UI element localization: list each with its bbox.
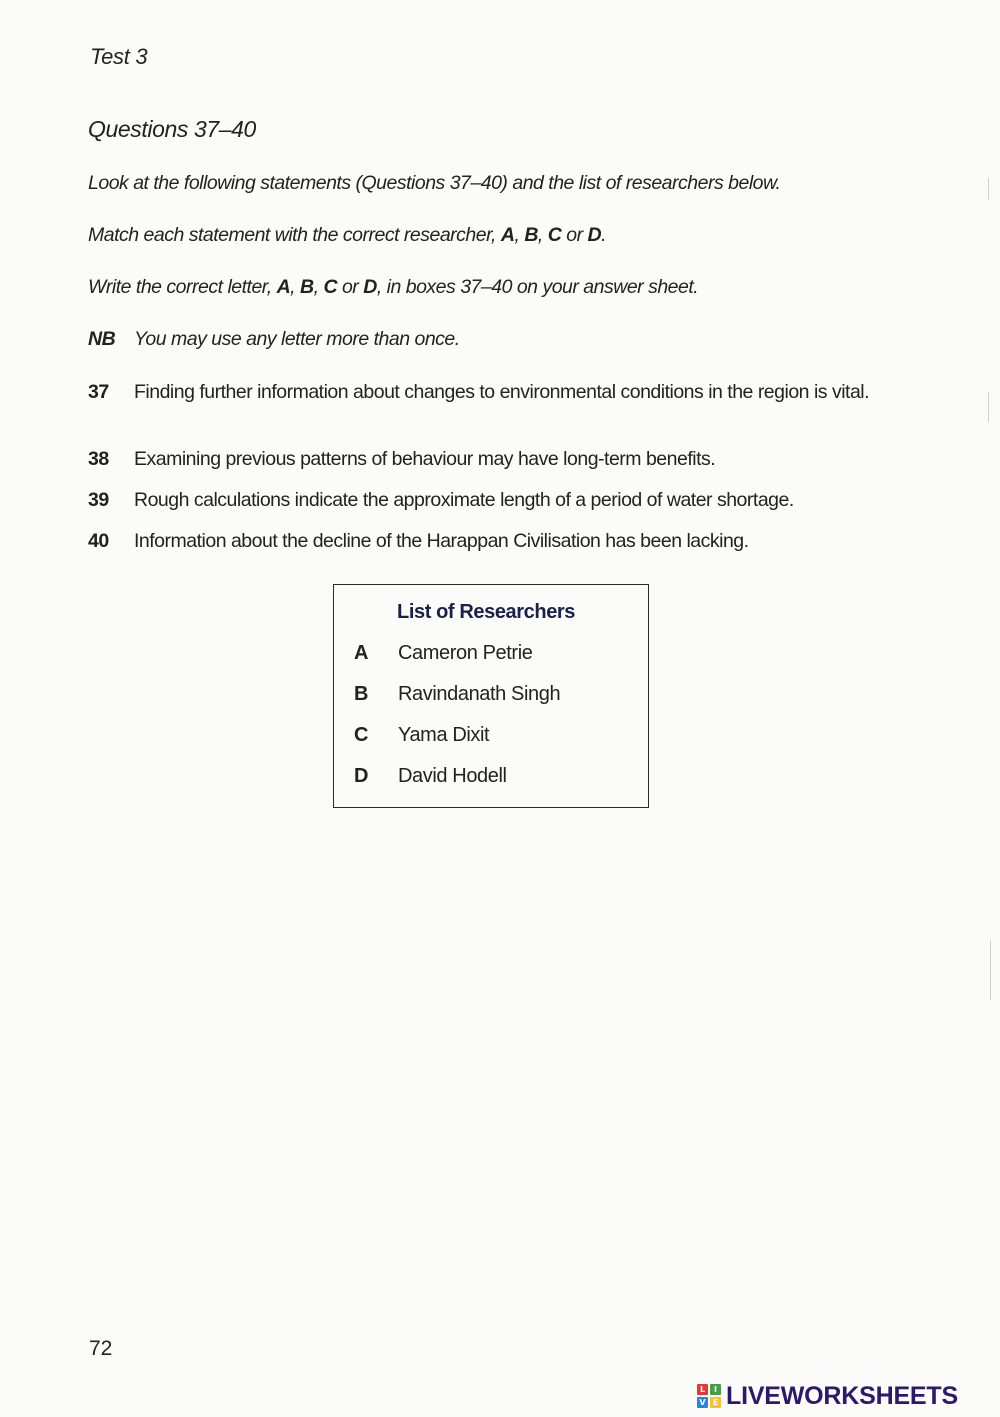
instruction-write-tail: , in boxes 37–40 on your answer sheet. [376,276,699,298]
instruction-look-text: Look at the following statements (Questions 37–40) and the list of researchers below. [88,172,781,194]
scan-mark [990,940,991,1000]
separator: or [337,276,364,298]
question-text: Information about the decline of the Harappan Civilisation has been lacking. [134,530,749,552]
letter-d: D [363,276,377,298]
logo-tile: L [697,1384,708,1395]
instruction-match [88,224,606,247]
liveworksheets-brand[interactable] [697,1381,958,1411]
researcher-name: Yama Dixit [398,724,490,746]
question-text: Finding further information about changes to environmental conditions in the region is vital. [134,381,870,403]
researchers-list-title: List of Researchers [397,601,576,623]
question-number: 40 [88,530,109,552]
liveworksheets-logo-icon [697,1384,721,1408]
scan-mark [988,392,989,422]
researcher-name: David Hodell [398,765,507,787]
researcher-name: Cameron Petrie [398,642,533,664]
nb-text: You may use any letter more than once. [134,328,460,350]
question-38 [88,447,908,472]
question-40 [88,529,908,554]
researchers-list-box [333,584,649,808]
researcher-b [354,683,560,706]
logo-tile: I [710,1384,721,1395]
letter-b: B [300,276,314,298]
letter-a: A [276,276,291,298]
researcher-letter: D [354,765,369,787]
separator: , [313,276,324,298]
logo-tile: E [710,1397,721,1408]
test-label: Test 3 [90,44,148,69]
nb-note [88,328,460,351]
researcher-d [354,765,507,788]
letter-c: C [323,276,338,298]
researcher-c [354,724,489,747]
scan-mark [988,178,989,200]
letter-d: D [587,224,602,246]
questions-heading: Questions 37–40 [88,116,256,142]
question-text: Examining previous patterns of behaviour may have long-term benefits. [134,448,716,470]
letter-c: C [547,224,562,246]
instruction-look [88,172,780,195]
researcher-name: Ravindanath Singh [398,683,561,705]
question-39 [88,488,908,513]
question-number: 37 [88,381,109,403]
question-number: 39 [88,489,109,511]
instruction-write-text: Write the correct letter, [88,276,277,298]
researcher-letter: A [354,642,369,664]
question-37 [88,380,908,405]
logo-tile: V [697,1397,708,1408]
researcher-letter: C [354,724,369,746]
separator: . [601,224,607,246]
separator: or [561,224,588,246]
nb-label: NB [88,328,116,350]
question-number: 38 [88,448,109,470]
letter-a: A [500,224,515,246]
question-text: Rough calculations indicate the approximate length of a period of water shortage. [134,489,794,511]
instruction-match-text: Match each statement with the correct researcher, [88,224,501,246]
liveworksheets-brand-text: LIVEWORKSHEETS [726,1381,958,1410]
researcher-letter: B [354,683,369,705]
letter-b: B [524,224,538,246]
separator: , [537,224,548,246]
separator: , [290,276,300,298]
separator: , [514,224,525,246]
researcher-a [354,642,532,665]
page-number: 72 [89,1337,113,1360]
instruction-write [88,276,698,299]
